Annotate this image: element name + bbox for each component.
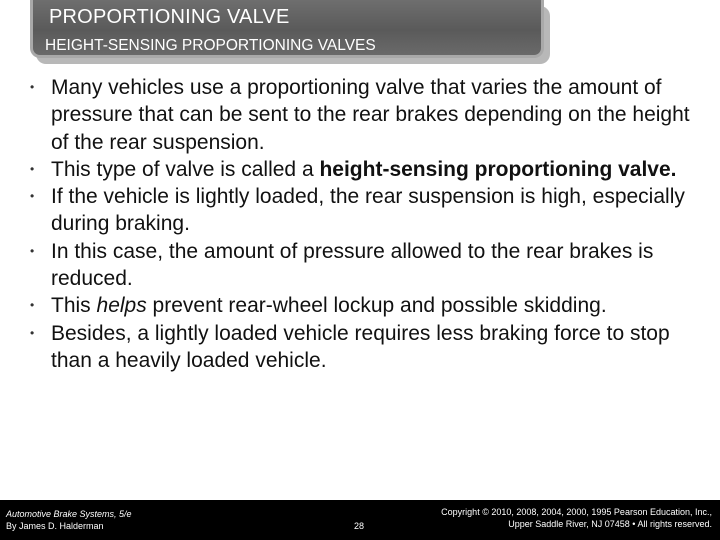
footer-copyright-line2: Upper Saddle River, NJ 07458 • All rights reserved.	[508, 519, 712, 529]
slide-header	[30, 0, 544, 58]
bullet-dot-icon: •	[30, 325, 35, 340]
bullet-text: prevent rear-wheel lockup and possible skidding.	[146, 294, 607, 318]
bullet-dot-icon: •	[30, 189, 35, 204]
footer-book-title: Automotive Brake Systems, 5/e	[6, 509, 132, 519]
footer-author: By James D. Halderman	[6, 521, 104, 531]
footer-book-info	[6, 508, 132, 532]
bullet-dot-icon: •	[30, 80, 35, 94]
footer-copyright	[441, 506, 712, 530]
slide-title: PROPORTIONING VALVE	[49, 6, 290, 28]
bullet-item	[30, 320, 700, 375]
bullet-text: In this case, the amount of pressure allowed to the rear brakes is reduced.	[51, 239, 654, 291]
bullet-list	[30, 74, 700, 374]
bullet-dot-icon: •	[30, 298, 35, 313]
bullet-item	[30, 74, 700, 156]
bullet-text: This type of valve is called a	[51, 157, 320, 181]
bullet-dot-icon: •	[30, 243, 35, 258]
bullet-text: This	[51, 294, 97, 318]
bullet-text: Many vehicles use a proportioning valve that varies the amount of pressure that can be sent to the rear brakes depending on the height of the rear suspension.	[51, 76, 690, 154]
bullet-item	[30, 156, 700, 183]
bullet-italic-word: helps	[96, 294, 147, 318]
bullet-text: If the vehicle is lightly loaded, the rear suspension is high, especially during braking.	[51, 185, 685, 236]
bullet-item	[30, 292, 700, 319]
bullet-item	[30, 183, 700, 238]
slide-footer	[0, 500, 720, 540]
bullet-text: Besides, a lightly loaded vehicle requires less braking force to stop than a heavily loaded vehicle.	[51, 321, 670, 372]
slide-subtitle: HEIGHT-SENSING PROPORTIONING VALVES	[45, 37, 376, 54]
bullet-dot-icon: •	[30, 161, 35, 176]
footer-page-number: 28	[354, 521, 365, 531]
bullet-bold-term: height-sensing proportioning valve.	[319, 157, 677, 181]
bullet-item	[30, 238, 700, 293]
footer-copyright-line1: Copyright © 2010, 2008, 2004, 2000, 1995 Pearson Education, Inc.,	[441, 507, 712, 517]
